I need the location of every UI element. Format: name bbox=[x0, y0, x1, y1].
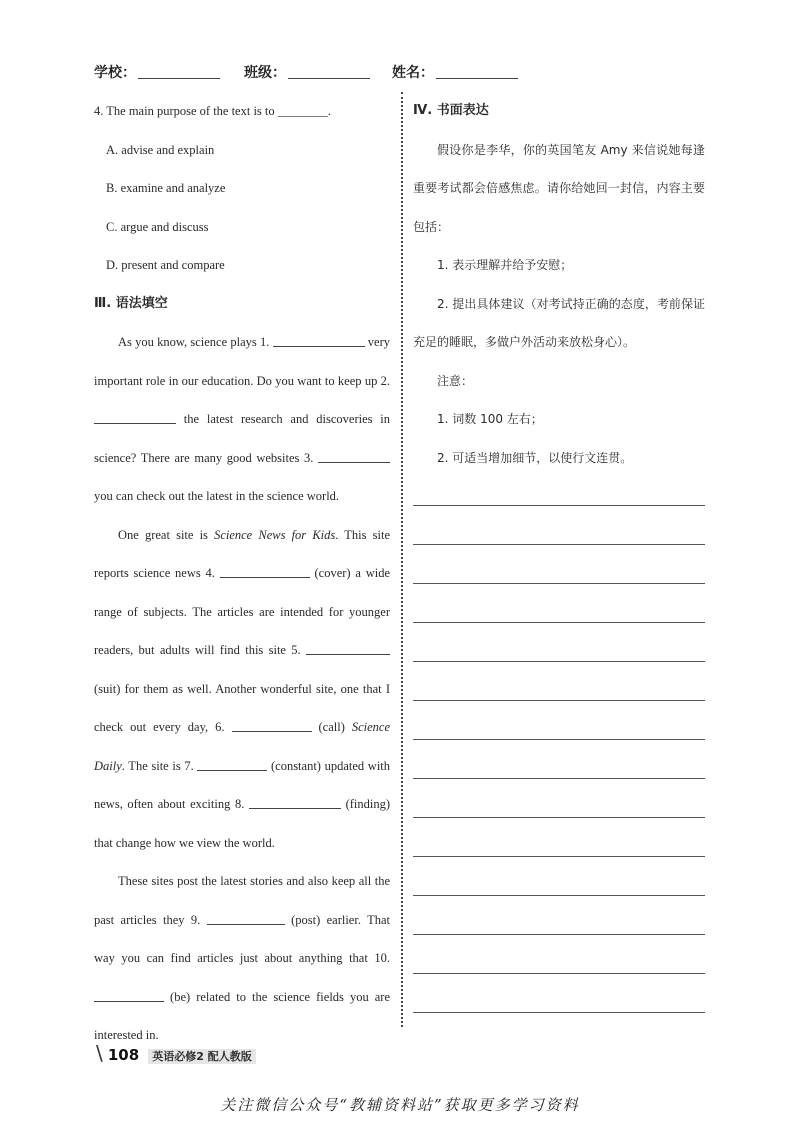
option-c[interactable]: C. argue and discuss bbox=[106, 219, 209, 234]
name-label: 姓名： bbox=[392, 65, 434, 81]
writing-line[interactable] bbox=[413, 661, 705, 662]
right-column bbox=[413, 92, 705, 477]
page-footer bbox=[96, 1041, 256, 1065]
p2-text-f: . The site is 7. bbox=[121, 758, 194, 773]
book-title: 英语必修2 配人教版 bbox=[148, 1049, 255, 1064]
option-a[interactable]: A. advise and explain bbox=[106, 142, 215, 157]
bottom-note: 关注微信公众号“教辅资料站”获取更多学习资料 bbox=[220, 1096, 580, 1114]
blank-1[interactable] bbox=[273, 334, 365, 347]
p3-text-b: (post) earlier. That way you can find articles just about anything that 10. bbox=[94, 912, 391, 965]
p2-text-b: . This site reports science news 4. bbox=[94, 527, 391, 580]
writing-line[interactable] bbox=[413, 700, 705, 701]
blank-2[interactable] bbox=[94, 411, 176, 424]
p2-text-c: (cover) a wide range of subjects. The articles are intended for younger readers, but adults will find this site 5. bbox=[94, 566, 391, 657]
class-blank[interactable] bbox=[288, 64, 370, 79]
blank-4[interactable] bbox=[220, 565, 310, 578]
class-field[interactable] bbox=[244, 62, 370, 82]
name-blank[interactable] bbox=[436, 64, 518, 79]
writing-line[interactable] bbox=[413, 778, 705, 779]
p2-text-d: (suit) for them as well. Another wonderful site, one that I check out every day, 6. bbox=[94, 681, 390, 734]
question-4-stem: 4. The main purpose of the text is to ________. bbox=[94, 104, 331, 118]
writing-line[interactable] bbox=[413, 622, 705, 623]
paragraph-3 bbox=[94, 862, 390, 1055]
site-name-2: Science Daily bbox=[94, 720, 391, 773]
writing-line[interactable] bbox=[413, 1012, 705, 1013]
paragraph-2 bbox=[94, 516, 390, 863]
school-field[interactable] bbox=[94, 62, 220, 82]
option-b[interactable]: B. examine and analyze bbox=[106, 181, 226, 195]
writing-line[interactable] bbox=[413, 583, 705, 584]
writing-line[interactable] bbox=[413, 934, 705, 935]
school-label: 学校： bbox=[94, 65, 136, 81]
option-d[interactable]: D. present and compare bbox=[106, 258, 225, 272]
p3-text-a: These sites post the latest stories and also keep all the past articles they 9. bbox=[94, 874, 390, 927]
blank-5[interactable] bbox=[306, 642, 390, 655]
writing-line[interactable] bbox=[413, 544, 705, 545]
school-blank[interactable] bbox=[138, 64, 220, 79]
p2-text-g: (constant) updated with news, often about exciting 8. bbox=[94, 758, 391, 811]
p2-text-e: (call) bbox=[318, 720, 345, 734]
blank-8[interactable] bbox=[249, 796, 341, 809]
writing-line[interactable] bbox=[413, 856, 705, 857]
page-number: 108 bbox=[107, 1046, 140, 1064]
note-1: 1. 词数 100 左右； bbox=[437, 412, 543, 426]
writing-prompt: 假设你是李华，你的英国笔友 Amy 来信说她每逢重要考试都会倍感焦虑。请你给她回一封信，内容主要包括： bbox=[413, 142, 705, 234]
paragraph-1 bbox=[94, 323, 390, 516]
p1-text-c: the latest research and discoveries in science? There are many good websites 3. bbox=[94, 412, 391, 465]
writing-line[interactable] bbox=[413, 817, 705, 818]
p1-text-b: very important role in our education. Do you want to keep up 2. bbox=[94, 335, 390, 388]
writing-line[interactable] bbox=[413, 505, 705, 506]
name-field[interactable] bbox=[392, 62, 518, 82]
blank-9[interactable] bbox=[207, 912, 285, 925]
blank-10[interactable] bbox=[94, 989, 164, 1002]
point-1: 1. 表示理解并给予安慰； bbox=[437, 258, 573, 272]
column-divider bbox=[401, 92, 403, 1027]
note-2: 2. 可适当增加细节，以使行文连贯。 bbox=[437, 450, 633, 465]
class-label: 班级： bbox=[244, 65, 286, 81]
note-label: 注意： bbox=[437, 373, 474, 388]
point-2: 2. 提出具体建议（对考试持正确的态度，考前保证充足的睡眠，多做户外活动来放松身心）。 bbox=[413, 296, 705, 349]
writing-line[interactable] bbox=[413, 739, 705, 740]
p1-text-d: you can check out the latest in the science world. bbox=[94, 489, 340, 503]
blank-3[interactable] bbox=[318, 450, 390, 463]
p1-text-a: As you know, science plays 1. bbox=[118, 335, 270, 349]
footer-slash: \ bbox=[96, 1041, 103, 1065]
left-column bbox=[94, 92, 390, 1055]
blank-7[interactable] bbox=[197, 758, 267, 771]
section-4-title: Ⅳ. 书面表达 bbox=[413, 103, 489, 118]
writing-line[interactable] bbox=[413, 895, 705, 896]
p2-text-h: (finding) that change how we view the world. bbox=[94, 797, 390, 850]
writing-line[interactable] bbox=[413, 973, 705, 974]
site-name-1: Science News for Kids bbox=[214, 527, 336, 542]
section-3-title: Ⅲ. 语法填空 bbox=[94, 295, 168, 311]
blank-6[interactable] bbox=[232, 719, 312, 732]
p2-text-a: One great site is bbox=[118, 527, 208, 542]
p3-text-c: (be) related to the science fields you are interested in. bbox=[94, 989, 390, 1042]
